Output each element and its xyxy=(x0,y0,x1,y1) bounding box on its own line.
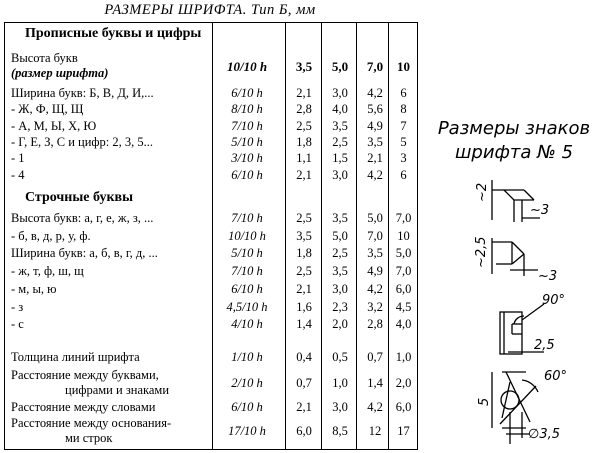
glyph-dimension-figure-4 xyxy=(466,362,596,447)
row-label: - А, М, Ы, Х, Ю xyxy=(11,118,97,133)
page-title: РАЗМЕРЫ ШРИФТА. Тип Б, мм xyxy=(104,2,316,18)
row-label: Расстояние между буквами, xyxy=(11,368,159,382)
row-label: - Ж, Ф, Щ, Щ xyxy=(11,102,84,117)
table-cell: 1/10 h xyxy=(231,350,263,364)
table-cell: 0,7 xyxy=(296,376,312,390)
table-cell: 7,0 xyxy=(395,264,412,279)
table-cell: 1,6 xyxy=(296,299,312,314)
row-label: - 4 xyxy=(11,167,25,182)
table-cell: 8/10 h xyxy=(231,102,263,117)
table-cell: 3,5 xyxy=(296,228,312,243)
table-cell: 4,0 xyxy=(332,102,348,117)
table-cell: 2,8 xyxy=(296,102,312,117)
row-label: Расстояние между основания- xyxy=(11,416,172,430)
table-cell: 6 xyxy=(400,86,407,100)
table-cell: 2,5 xyxy=(332,246,348,261)
table-cell: 2/10 h xyxy=(231,376,263,390)
side-title xyxy=(428,117,600,165)
table-cell: 1,5 xyxy=(332,151,348,166)
table-cell: 0,4 xyxy=(296,350,312,364)
row-label: - ж, т, ф, ш, щ xyxy=(11,264,84,279)
row-label-continued: цифрами и знаками xyxy=(65,383,170,397)
table-cell: 4,9 xyxy=(367,118,383,133)
table-cell: 3,5 xyxy=(332,264,348,279)
table-cell: 4,2 xyxy=(367,400,383,414)
table-cell: 4,2 xyxy=(367,86,383,100)
table-cell: 12 xyxy=(368,424,382,438)
row-label: Расстояние между словами xyxy=(11,400,156,414)
row-label: - 1 xyxy=(11,151,25,166)
table-cell: 5,0 xyxy=(332,228,348,243)
row-label: Ширина букв: Б, В, Д, И,... xyxy=(11,86,154,100)
table-cell: 7/10 h xyxy=(231,211,263,225)
dimension-label: ~3 xyxy=(530,203,550,218)
table-cell: 3,5 xyxy=(367,246,383,261)
header-label: Высота букв xyxy=(11,51,78,65)
angle-label: 90° xyxy=(542,293,566,308)
angle-label: 60° xyxy=(544,369,568,384)
table-cell: 2,0 xyxy=(395,376,412,390)
table-cell: 6/10 h xyxy=(231,86,263,100)
row-label: - Г, Е, З, С и цифр: 2, 3, 5... xyxy=(11,134,153,149)
table-cell: 2,3 xyxy=(332,299,348,314)
table-cell: 10/10 h xyxy=(228,228,266,243)
table-cell: 2,1 xyxy=(367,151,383,166)
table-cell: 6/10 h xyxy=(231,281,263,296)
row-label: Ширина букв: а, б, в, г, д, ... xyxy=(11,246,158,261)
table-cell: 1,0 xyxy=(395,350,412,364)
row-label-continued: ми строк xyxy=(65,431,113,445)
side-title-line: Размеры знаков xyxy=(437,118,591,139)
row-label: - з xyxy=(11,299,24,314)
table-cell: 3,5 xyxy=(295,59,313,74)
table-cell: 1,8 xyxy=(296,246,312,261)
table-cell: 2,5 xyxy=(296,264,312,279)
dimension-label: ~2 xyxy=(475,182,490,202)
side-title-line: шрифта № 5 xyxy=(454,142,574,163)
table-cell: 4,9 xyxy=(367,264,383,279)
table-cell: 7,0 xyxy=(367,228,383,243)
table-cell: 2,0 xyxy=(332,317,348,332)
table-cell: 5/10 h xyxy=(231,134,263,149)
dimension-label: ~2,5 xyxy=(474,236,489,268)
table-cell: 10 xyxy=(397,59,410,74)
table-cell: 2,5 xyxy=(296,211,312,225)
upper-section-heading: Прописные буквы и цифры xyxy=(25,26,202,41)
table-cell: 2,5 xyxy=(332,134,348,149)
row-label: - с xyxy=(11,317,24,332)
header-sublabel: (размер шрифта) xyxy=(11,66,109,80)
glyph-dimension-figure-1 xyxy=(470,178,580,228)
row-label: - м, ы, ю xyxy=(11,281,57,296)
table-cell: 5,0 xyxy=(367,211,383,225)
table-cell: 3,0 xyxy=(332,167,348,182)
dimension-label: ∅3,5 xyxy=(528,427,560,442)
table-cell: 5,0 xyxy=(331,59,349,74)
table-cell: 7/10 h xyxy=(231,118,263,133)
table-cell: 1,4 xyxy=(367,376,383,390)
table-cell: 3,0 xyxy=(332,400,348,414)
table-cell: 4/10 h xyxy=(231,317,263,332)
dimension-label: 5 xyxy=(477,397,492,406)
table-cell: 3,0 xyxy=(332,86,348,100)
table-cell: 2,8 xyxy=(367,317,383,332)
table-cell: 2,1 xyxy=(296,281,312,296)
table-cell: 5 xyxy=(400,134,407,149)
table-cell: 3 xyxy=(400,151,407,166)
dimension-label: 2,5 xyxy=(534,338,555,353)
table-cell: 7,0 xyxy=(366,59,384,74)
table-cell: 10 xyxy=(397,228,410,243)
table-cell: 3,5 xyxy=(367,134,383,149)
glyph-dimension-figure-2 xyxy=(466,234,586,284)
table-cell: 1,4 xyxy=(296,317,312,332)
table-cell: 7 xyxy=(400,118,407,133)
table-cell: 6/10 h xyxy=(231,167,263,182)
table-cell: 10/10 h xyxy=(226,59,268,74)
table-cell: 6,0 xyxy=(395,281,412,296)
table-cell: 1,0 xyxy=(332,376,348,390)
table-cell: 0,5 xyxy=(332,350,348,364)
table-cell: 3,5 xyxy=(332,118,348,133)
table-cell: 6/10 h xyxy=(231,400,263,414)
table-cell: 5/10 h xyxy=(231,246,263,261)
table-cell: 17/10 h xyxy=(228,424,266,438)
table-cell: 6 xyxy=(400,167,407,182)
row-label: Толщина линий шрифта xyxy=(11,350,140,364)
glyph-dimension-figure-3 xyxy=(484,290,594,360)
table-cell: 1,1 xyxy=(296,151,312,166)
table-cell: 4,2 xyxy=(367,167,383,182)
table-cell: 0,7 xyxy=(367,350,383,364)
dimension-label: ~3 xyxy=(538,269,558,284)
table-cell: 4,5/10 h xyxy=(226,299,268,314)
table-cell: 6,0 xyxy=(296,424,312,438)
table-cell: 3/10 h xyxy=(231,151,263,166)
table-cell: 6,0 xyxy=(395,400,412,414)
table-cell: 8,5 xyxy=(332,424,348,438)
table-cell: 3,0 xyxy=(332,281,348,296)
table-cell: 7,0 xyxy=(395,211,412,225)
table-cell: 2,1 xyxy=(296,400,312,414)
table-cell: 3,2 xyxy=(367,299,383,314)
table-cell: 4,2 xyxy=(367,281,383,296)
row-label: Высота букв: а, г, е, ж, з, ... xyxy=(11,211,154,225)
font-size-table xyxy=(4,22,418,450)
table-cell: 7/10 h xyxy=(231,264,263,279)
header-row xyxy=(5,52,417,82)
table-cell: 5,0 xyxy=(395,246,412,261)
table-cell: 5,6 xyxy=(367,102,383,117)
table-cell: 4,5 xyxy=(395,299,412,314)
table-cell: 2,1 xyxy=(296,167,312,182)
lower-section-heading: Строчные буквы xyxy=(25,190,134,205)
table-cell: 1,8 xyxy=(296,134,312,149)
table-cell: 4,0 xyxy=(395,317,412,332)
table-cell: 3,5 xyxy=(332,211,348,225)
table-cell: 2,5 xyxy=(296,118,312,133)
row-label: - б, в, д, р, у, ф. xyxy=(11,228,91,243)
table-cell: 8 xyxy=(400,102,407,117)
table-cell: 17 xyxy=(397,424,410,438)
table-cell: 2,1 xyxy=(296,86,312,100)
